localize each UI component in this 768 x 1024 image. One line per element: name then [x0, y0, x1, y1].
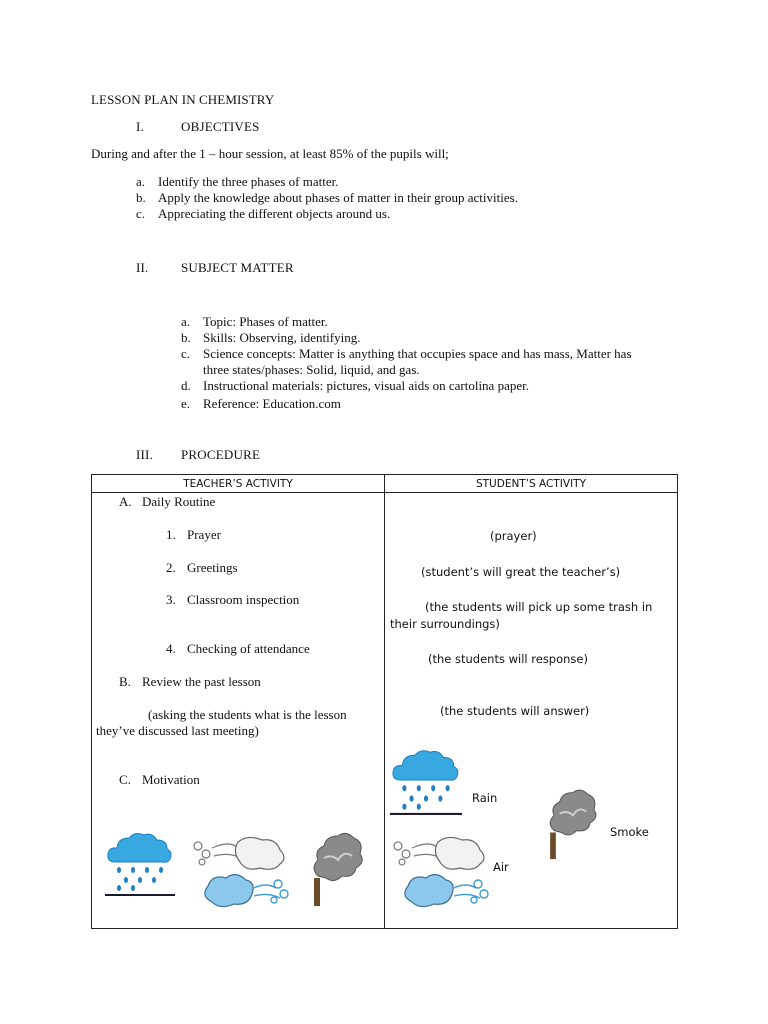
wind-icon	[390, 834, 490, 916]
objective-item	[136, 174, 339, 190]
section-letter: C.	[119, 772, 131, 787]
routine-text: Prayer	[187, 527, 221, 542]
objective-label: c.	[136, 206, 146, 221]
student-prayer: (prayer)	[490, 529, 537, 543]
subject-item	[181, 314, 328, 330]
subject-text: Science concepts: Matter is anything that occupies space and has mass, Matter has	[203, 346, 632, 361]
subject-matter-numeral: II.	[136, 260, 149, 275]
subject-label: e.	[181, 396, 191, 411]
student-column-header: STUDENT’S ACTIVITY	[385, 475, 678, 493]
rain-cloud-icon	[390, 744, 462, 816]
routine-item	[166, 560, 238, 576]
objectives-numeral: I.	[136, 119, 144, 134]
subject-text-continued: three states/phases: Solid, liquid, and gas.	[203, 362, 420, 377]
routine-text: Classroom inspection	[187, 592, 300, 607]
section-letter: A.	[119, 494, 132, 509]
objective-text: Identify the three phases of matter.	[158, 174, 339, 189]
section-letter: B.	[119, 674, 131, 689]
student-answer: (the students will answer)	[440, 704, 590, 718]
procedure-heading: PROCEDURE	[181, 447, 261, 462]
routine-item	[166, 641, 310, 657]
objective-item	[136, 190, 518, 206]
routine-text: Greetings	[187, 560, 238, 575]
wind-icon	[190, 834, 290, 916]
routine-number: 4.	[166, 641, 176, 656]
section-text: Motivation	[142, 772, 200, 787]
motivation-item	[119, 772, 200, 788]
review-item	[119, 674, 261, 690]
routine-number: 3.	[166, 592, 176, 607]
subject-label: d.	[181, 378, 191, 393]
teacher-column-header: TEACHER’S ACTIVITY	[92, 475, 385, 493]
smoke-label: Smoke	[610, 825, 649, 839]
smoke-icon	[308, 828, 366, 908]
subject-item	[181, 378, 529, 394]
objective-text: Apply the knowledge about phases of matter in their group activities.	[158, 190, 518, 205]
rain-label: Rain	[472, 791, 498, 805]
objectives-intro: During and after the 1 – hour session, at least 85% of the pupils will;	[91, 146, 449, 161]
subject-label: a.	[181, 314, 191, 329]
student-trash-continued: their surroundings)	[390, 617, 500, 631]
student-trash: (the students will pick up some trash in	[425, 600, 653, 614]
subject-matter-heading: SUBJECT MATTER	[181, 260, 294, 275]
routine-number: 1.	[166, 527, 176, 542]
subject-text: Topic: Phases of matter.	[203, 314, 328, 329]
subject-text: Skills: Observing, identifying.	[203, 330, 361, 345]
objective-item	[136, 206, 390, 222]
subject-label: c.	[181, 346, 191, 361]
routine-item	[166, 527, 221, 543]
subject-item	[181, 330, 360, 346]
objective-text: Appreciating the different objects around us.	[158, 206, 391, 221]
procedure-numeral: III.	[136, 447, 154, 462]
subject-item	[181, 396, 341, 412]
page-title: LESSON PLAN IN CHEMISTRY	[91, 92, 275, 107]
section-text: Review the past lesson	[142, 674, 261, 689]
subject-item	[181, 346, 632, 362]
student-response: (the students will response)	[428, 652, 588, 666]
subject-label: b.	[181, 330, 191, 345]
review-note: (asking the students what is the lesson	[148, 707, 347, 722]
rain-cloud-icon	[105, 828, 175, 896]
smoke-icon	[543, 785, 601, 861]
air-label: Air	[493, 860, 509, 874]
objective-label: a.	[136, 174, 146, 189]
routine-item	[166, 592, 299, 608]
routine-number: 2.	[166, 560, 176, 575]
student-greet: (student’s will great the teacher’s)	[421, 565, 621, 579]
subject-text: Instructional materials: pictures, visual aids on cartolina paper.	[203, 378, 529, 393]
review-note-continued: they’ve discussed last meeting)	[96, 723, 259, 738]
daily-routine-item	[119, 494, 215, 510]
subject-text: Reference: Education.com	[203, 396, 341, 411]
routine-text: Checking of attendance	[187, 641, 310, 656]
objective-label: b.	[136, 190, 146, 205]
section-text: Daily Routine	[142, 494, 216, 509]
objectives-heading: OBJECTIVES	[181, 119, 260, 134]
